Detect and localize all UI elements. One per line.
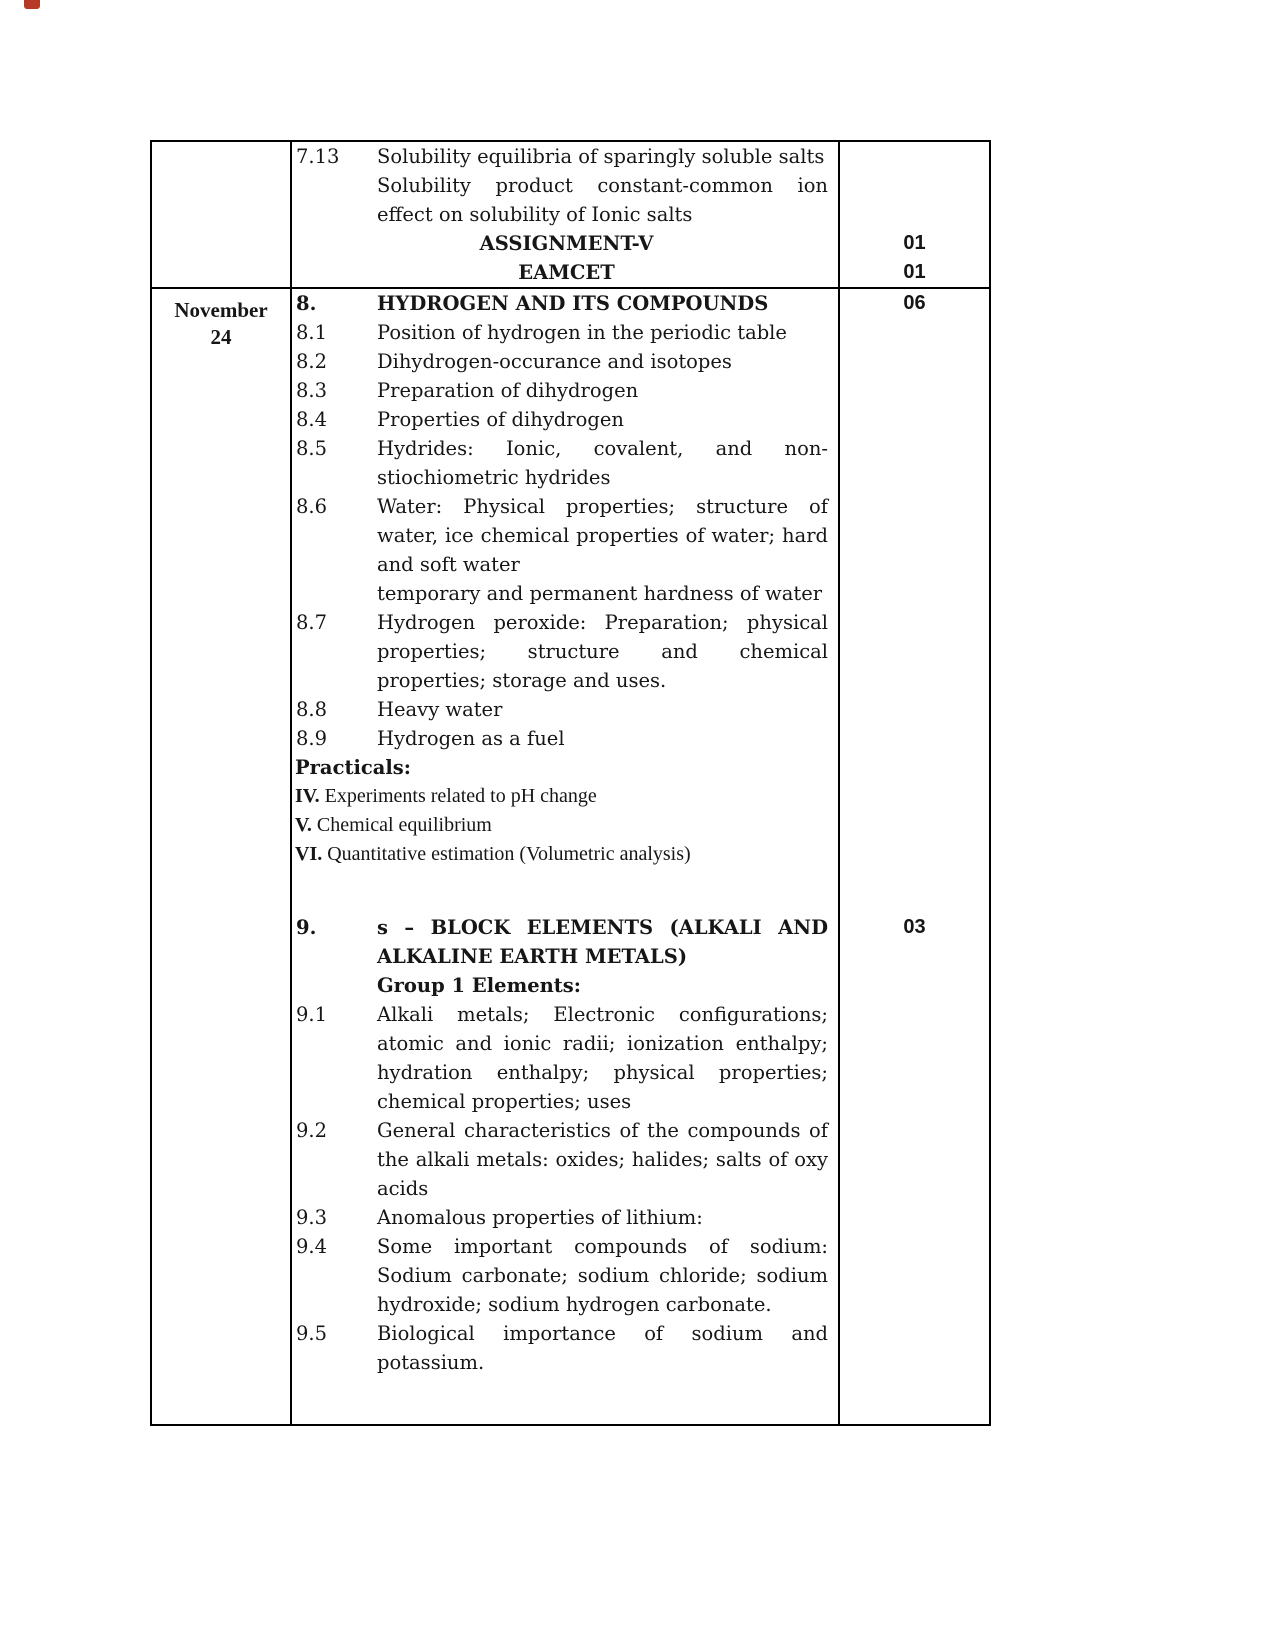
entry-main — [292, 405, 838, 434]
hours-cell — [838, 608, 989, 695]
hours-cell — [838, 695, 989, 724]
item-number: 7.13 — [296, 145, 340, 168]
entry-main — [292, 782, 838, 811]
item-text: temporary and permanent hardness of water — [377, 582, 823, 605]
hours-cell — [838, 171, 989, 229]
item-text: Dihydrogen-occurance and isotopes — [377, 350, 732, 373]
item-number — [295, 579, 377, 608]
entry-main — [292, 971, 838, 1000]
entry-title: EAMCET — [518, 261, 615, 284]
syllabus-entry — [292, 376, 989, 405]
hours-cell — [838, 142, 989, 171]
syllabus-entry — [292, 1000, 989, 1116]
row-november-24 — [152, 289, 989, 1424]
entry-text: VI. Quantitative estimation (Volumetric analysis) — [295, 843, 691, 865]
hours-cell — [838, 782, 989, 811]
entry-main — [292, 753, 838, 782]
hours-cell — [838, 258, 989, 287]
syllabus-entry — [292, 142, 989, 171]
entry-text: V. Chemical equilibrium — [295, 814, 492, 836]
entry-main — [292, 811, 838, 840]
item-text: HYDROGEN AND ITS COMPOUNDS — [377, 292, 769, 315]
hours-cell — [838, 724, 989, 753]
item-text: General characteristics of the compounds of the alkali metals: oxides; halides; salts of oxy acids — [377, 1119, 828, 1200]
item-text: Position of hydrogen in the periodic table — [377, 321, 787, 344]
item-text: Some important compounds of sodium: Sodium carbonate; sodium chloride; sodium hydroxide; sodium hydrogen carbonate. — [377, 1235, 828, 1316]
entry-prefix: IV. — [295, 785, 320, 807]
entry-main — [292, 258, 838, 287]
syllabus-entry — [292, 753, 989, 782]
entry-main — [292, 579, 838, 608]
syllabus-entry — [292, 1116, 989, 1203]
item-text: Water: Physical properties; structure of water, ice chemical properties of water; hard and soft water — [377, 495, 828, 576]
item-number — [295, 171, 377, 229]
item-text: Hydrogen peroxide: Preparation; physical properties; structure and chemical properties; storage and uses. — [377, 611, 828, 692]
entry-main — [292, 840, 838, 869]
syllabus-entry — [292, 971, 989, 1000]
filler-hours — [838, 1377, 989, 1424]
hours-cell — [838, 1319, 989, 1377]
date-text: November — [174, 298, 268, 322]
syllabus-entry — [292, 229, 989, 258]
row-previous-topic — [152, 142, 989, 289]
entry-main — [292, 171, 838, 229]
item-number: 8.5 — [296, 437, 328, 460]
item-number: 8.9 — [296, 727, 328, 750]
entry-main — [292, 913, 838, 971]
syllabus-entry — [292, 318, 989, 347]
hours-cell — [838, 492, 989, 579]
entry-main — [292, 492, 838, 579]
syllabus-entry — [292, 1319, 989, 1377]
hours-cell — [838, 579, 989, 608]
item-number — [295, 971, 377, 1000]
syllabus-entry — [292, 782, 989, 811]
entry-main — [292, 142, 838, 171]
item-number: 8.8 — [296, 698, 328, 721]
entry-main — [292, 289, 838, 318]
hours-value: 01 — [903, 232, 926, 254]
hours-value: 06 — [903, 292, 926, 314]
entry-text: IV. Experiments related to pH change — [295, 785, 597, 807]
entry-main — [292, 1319, 838, 1377]
item-number: 9.5 — [296, 1322, 328, 1345]
hours-cell — [838, 347, 989, 376]
syllabus-entry — [292, 608, 989, 695]
red-corner-mark — [24, 0, 40, 9]
entry-prefix: VI. — [295, 843, 323, 865]
item-number: 9.3 — [296, 1206, 328, 1229]
item-text: Solubility equilibria of sparingly soluble salts — [377, 145, 825, 168]
entry-main — [292, 376, 838, 405]
syllabus-entry — [292, 695, 989, 724]
hours-cell — [838, 1000, 989, 1116]
hours-cell — [838, 1203, 989, 1232]
hours-cell — [838, 913, 989, 971]
hours-cell — [838, 753, 989, 782]
hours-cell — [838, 376, 989, 405]
syllabus-entry — [292, 258, 989, 287]
entry-main — [292, 318, 838, 347]
hours-value: 03 — [903, 916, 926, 938]
entry-text: Practicals: — [295, 756, 411, 779]
item-text: Biological importance of sodium and potassium. — [377, 1322, 828, 1374]
hours-cell — [838, 811, 989, 840]
item-text: Hydrogen as a fuel — [377, 727, 565, 750]
entries — [292, 142, 989, 287]
item-text: Properties of dihydrogen — [377, 408, 624, 431]
syllabus-entry — [292, 1232, 989, 1319]
item-number: 9.1 — [296, 1003, 328, 1026]
item-text: Anomalous properties of lithium: — [377, 1206, 703, 1229]
syllabus-entry — [292, 171, 989, 229]
filler-main — [292, 1377, 838, 1424]
hours-cell — [838, 971, 989, 1000]
item-text: Hydrides: Ionic, covalent, and non-stiochiometric hydrides — [377, 437, 828, 489]
hours-cell — [838, 318, 989, 347]
entry-main — [292, 229, 838, 258]
syllabus-table — [150, 140, 991, 1426]
date-cell — [152, 289, 292, 1424]
item-text: s – BLOCK ELEMENTS (ALKALI AND ALKALINE EARTH METALS) — [377, 916, 828, 968]
item-number: 8.1 — [296, 321, 328, 344]
item-number: 8.7 — [296, 611, 328, 634]
hours-cell — [838, 229, 989, 258]
syllabus-entry — [292, 434, 989, 492]
hours-cell — [838, 869, 989, 913]
syllabus-entry — [292, 840, 989, 869]
entry-main — [292, 434, 838, 492]
item-number: 9.2 — [296, 1119, 328, 1142]
date-cell — [152, 142, 292, 287]
hours-cell — [838, 1116, 989, 1203]
entries — [292, 289, 989, 1424]
item-text: Solubility product constant-common ion effect on solubility of Ionic salts — [377, 174, 828, 226]
entry-main — [292, 1116, 838, 1203]
hours-cell — [838, 840, 989, 869]
item-number: 8.2 — [296, 350, 328, 373]
syllabus-entry — [292, 1203, 989, 1232]
date-text: 24 — [210, 325, 232, 349]
syllabus-entry — [292, 289, 989, 318]
item-number: 8.4 — [296, 408, 328, 431]
item-text: Group 1 Elements: — [377, 974, 581, 997]
syllabus-entry — [292, 811, 989, 840]
item-number: 8. — [296, 292, 317, 315]
syllabus-entry — [292, 347, 989, 376]
hours-cell — [838, 434, 989, 492]
syllabus-entry — [292, 869, 989, 913]
item-number: 8.3 — [296, 379, 328, 402]
item-number: 9. — [296, 916, 317, 939]
hours-value: 01 — [903, 261, 926, 283]
entry-main — [292, 1232, 838, 1319]
entry-main — [292, 869, 838, 913]
entry-main — [292, 695, 838, 724]
entry-main — [292, 1203, 838, 1232]
item-number: 8.6 — [296, 495, 328, 518]
syllabus-entry — [292, 724, 989, 753]
entry-main — [292, 347, 838, 376]
syllabus-entry — [292, 579, 989, 608]
entry-prefix: V. — [295, 814, 312, 836]
syllabus-entry — [292, 405, 989, 434]
hours-cell — [838, 1232, 989, 1319]
entry-main — [292, 1000, 838, 1116]
entry-main — [292, 724, 838, 753]
syllabus-entry — [292, 913, 989, 971]
item-text: Preparation of dihydrogen — [377, 379, 639, 402]
item-text: Heavy water — [377, 698, 503, 721]
item-number: 9.4 — [296, 1235, 328, 1258]
entry-main — [292, 608, 838, 695]
hours-cell — [838, 405, 989, 434]
item-text: Alkali metals; Electronic configurations; atomic and ionic radii; ionization enthalpy; hydration enthalpy; physical properties; chemical properties; uses — [377, 1003, 828, 1113]
entry-title: ASSIGNMENT-V — [479, 232, 654, 255]
hours-cell — [838, 289, 989, 318]
row-filler — [292, 1377, 989, 1424]
syllabus-entry — [292, 492, 989, 579]
